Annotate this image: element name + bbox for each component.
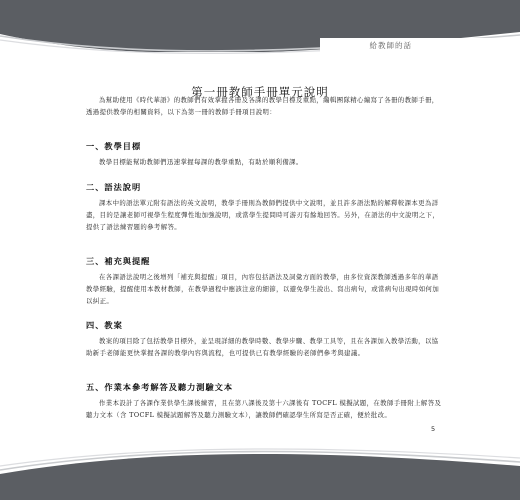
page-number: 5 [431, 425, 436, 433]
running-head-panel [320, 38, 520, 60]
section-text-supplement: 在各課語法說明之後增列「補充與提醒」項目，內容包括語法及詞彙方面的教學，由多位資深教師透過多年的華語教學經驗，提醒使用本教材教師，在教學過程中應該注意的細節，以避免學生說出、寫出病句，或當病句出現時如何加以糾正。 [86, 273, 440, 305]
section-text-objectives: 教學目標能幫助教師們迅速掌握每課的教學重點，有助於順利備課。 [99, 158, 303, 166]
section-text-grammar: 課本中的語法單元附有語法的英文說明，教學手冊則為教師們提供中文說明，並且許多語法點的解釋較課本更為詳盡，目的是讓老師可視學生程度彈性地加強說明，或當學生提問時可游刃有餘地回答。另外，在語法的中文說明之下，提供了語法練習題的參考解答。 [86, 199, 440, 231]
section-heading-supplement: 三、補充與提醒 [86, 256, 151, 266]
section-text-workbook: 作業本設計了各課作業供學生課後練習，且在第八課後及第十六課後有 TOCFL 模擬試題，在教師手冊附上解答及聽力文本（含 TOCFL 模擬試題解答及聽力測驗文本），讓教師們確認學生所寫是否正確，便於批改。 [86, 399, 442, 419]
section-heading-lesson-plan: 四、教案 [86, 320, 123, 330]
section-text-lesson-plan: 教案的項目除了包括教學目標外，並呈現詳細的教學時數、教學步驟、教學工具等，且在各課加入教學活動，以協助新手老師能更快掌握各課的教學內容與流程，也可提供已有教學經驗的老師們參考與建議。 [86, 337, 439, 357]
page-title: 第一冊教師手冊單元說明 [191, 84, 329, 99]
section-heading-workbook: 五、作業本參考解答及聽力測驗文本 [86, 382, 234, 392]
bottom-decorative-band [0, 474, 520, 500]
running-head: 給教師的話 [369, 41, 412, 50]
intro-paragraph: 為幫助使用《時代華語》的教師們有效掌握各冊及各課的教學目標及重點，編輯團隊精心編寫了各冊的教師手冊，透過提供教學的相關資料，以下為第一冊的教師手冊項目說明： [86, 96, 439, 116]
section-heading-objectives: 一、教學目標 [86, 141, 142, 151]
section-heading-grammar: 二、語法說明 [86, 182, 142, 192]
